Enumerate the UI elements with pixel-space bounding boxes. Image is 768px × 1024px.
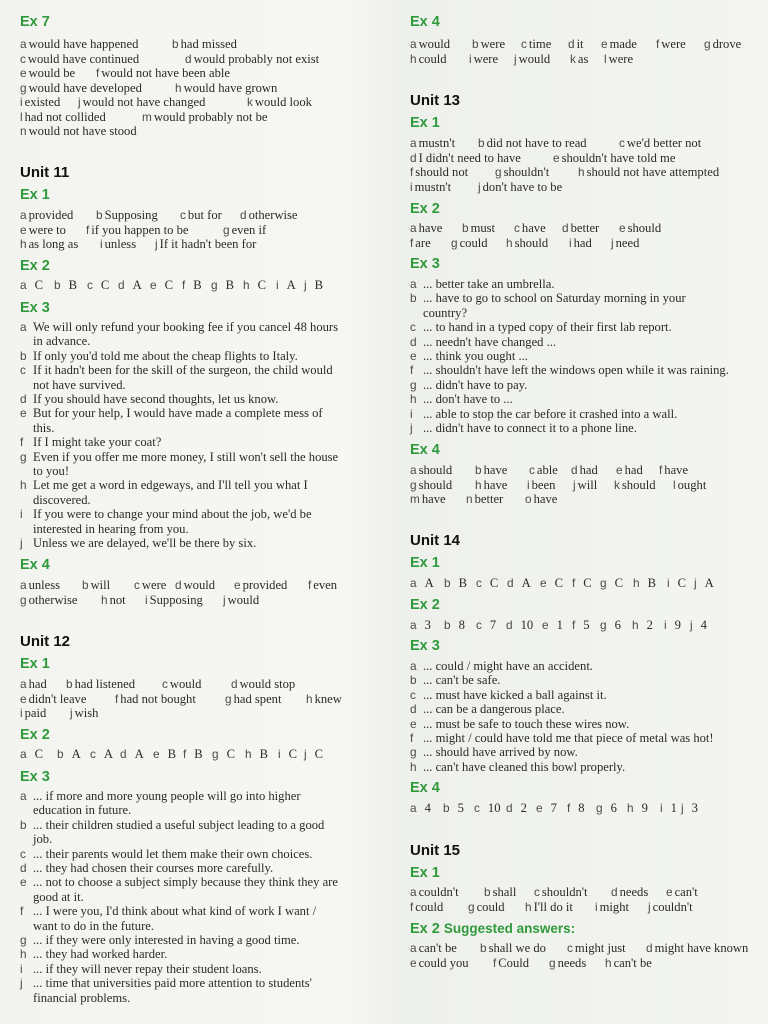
answer-g: 6 [614, 618, 621, 632]
ex4-heading: Ex 4 [410, 14, 440, 30]
answer-c: 7 [489, 618, 497, 632]
answer-j: 4 [700, 618, 707, 632]
answer-b: did not have to read [486, 136, 587, 150]
answer-k: as [577, 51, 589, 66]
answer-f: were [661, 37, 686, 51]
answer-a: mustn't [418, 136, 456, 150]
unit15-ex1-heading: Ex 1 [410, 865, 440, 881]
answer-i: were [473, 51, 499, 66]
answer-g: could [476, 899, 505, 914]
list-item: j Unless we are delayed, we'll be there by six. [20, 536, 257, 550]
list-item: h ... they had worked harder. [20, 947, 168, 962]
answer-a: provided [28, 208, 74, 222]
answer-d: A [134, 747, 144, 761]
answer-f: have [664, 463, 689, 477]
list-item: g Even if you offer me more money, I still won't sell the house to you! [20, 449, 339, 478]
answer-e: C [554, 576, 563, 590]
answer-c: were [141, 578, 167, 592]
list-item: d ... they had chosen their courses more carefully. [20, 861, 274, 875]
answer-n: better [474, 492, 504, 506]
unit-15-title: Unit 15 [410, 842, 461, 859]
answer-d: would probably not exist [193, 51, 320, 66]
answer-d: would [183, 578, 216, 592]
answer-a: had [28, 677, 47, 691]
answer-f: would not have been able [101, 66, 230, 80]
answer-i: 1 [670, 801, 677, 815]
answer-g: B [225, 278, 234, 292]
list-item: a ... better take an umbrella. [410, 277, 555, 291]
list-item: i If you were to change your mind about the job, we'd be interested in hearing from you. [20, 507, 312, 536]
list-item: h ... can't have cleaned this bowl properly. [410, 759, 626, 774]
answer-d: needs [619, 885, 649, 899]
list-item: h ... don't have to ... [410, 392, 513, 407]
list-item: g ... if they were only interested in having a good time. [20, 933, 300, 947]
answer-c: would [169, 677, 202, 691]
answer-j: will [577, 477, 598, 492]
answer-j: B [314, 278, 324, 292]
list-item: e ... not to choose a subject simply because they think they are good at it. [20, 875, 338, 904]
answer-e: 1 [556, 618, 563, 632]
unit-13-title: Unit 13 [410, 92, 461, 109]
answer-e: 7 [550, 801, 557, 815]
list-item: a ... could / might have an accident. [410, 659, 593, 673]
list-item: j ... didn't have to connect it to a phone line. [410, 421, 637, 435]
answer-b: were [480, 37, 506, 51]
answer-i: C [288, 747, 298, 761]
unit13-ex4-heading: Ex 4 [410, 442, 440, 458]
list-item: d If you should have second thoughts, let us know. [20, 392, 279, 406]
list-item: d ... needn't have changed ... [410, 334, 557, 349]
answer-g: drove [712, 37, 742, 51]
answer-i: mustn't [414, 179, 452, 194]
answer-e: B [167, 747, 176, 761]
unit13-ex2-heading: Ex 2 [410, 201, 440, 217]
answer-g: C [614, 576, 623, 590]
answer-a: can't be [418, 941, 457, 955]
answer-h: can't be [613, 955, 652, 970]
answer-b: have [483, 463, 508, 477]
answer-a: 4 [424, 801, 431, 815]
answer-e: provided [242, 578, 288, 592]
answer-c: C [100, 278, 110, 292]
list-item: i ... if they will never repay their student loans. [20, 961, 262, 976]
answer-h: B [647, 576, 656, 590]
answer-a: couldn't [418, 885, 459, 899]
list-item: a We will only refund your booking fee if you cancel 48 hours in advance. [20, 320, 339, 349]
unit11-ex1-heading: Ex 1 [20, 187, 50, 203]
unit11-ex4-heading: Ex 4 [20, 557, 50, 573]
unit-14-title: Unit 14 [410, 532, 461, 549]
list-item: f If I might take your coat? [20, 435, 162, 450]
answer-d: would stop [239, 677, 296, 691]
answer-g: had spent [233, 691, 282, 706]
answer-g: even if [231, 222, 267, 237]
answer-j: 3 [691, 801, 698, 815]
answer-j: don't have to be [482, 179, 563, 194]
answer-e: shouldn't have told me [561, 150, 676, 165]
answer-b: shall we do [488, 941, 546, 955]
answer-b: B [458, 576, 467, 590]
answer-f: B [194, 747, 203, 761]
answer-c: 10 [487, 801, 501, 815]
answer-m: have [421, 492, 446, 506]
list-item: b If only you'd told me about the cheap flights to Italy. [20, 348, 298, 363]
answer-i: been [531, 477, 556, 492]
unit-11-title: Unit 11 [20, 164, 70, 181]
answer-d: it [576, 37, 584, 51]
answer-a: have [418, 221, 443, 235]
answer-j: wish [74, 706, 99, 720]
answer-d: A [132, 278, 142, 292]
answer-a: 3 [424, 618, 431, 632]
list-item: c ... their parents would let them make their own choices. [20, 846, 313, 861]
answer-e: would be [28, 66, 76, 80]
list-item: j ... time that universities paid more attention to students' financial problems. [20, 976, 312, 1005]
answer-g: should [418, 477, 453, 492]
answer-d: had [579, 463, 598, 477]
answer-e: can't [674, 885, 698, 899]
answer-e: should [627, 221, 662, 235]
answer-a: unless [28, 578, 61, 592]
answer-b: had missed [180, 37, 237, 51]
answer-l: were [608, 51, 634, 66]
answer-h: as long as [28, 237, 79, 251]
answer-h: C [257, 278, 266, 292]
answer-i: 9 [674, 618, 681, 632]
answer-c: shouldn't [541, 885, 588, 899]
answer-b: A [71, 747, 81, 761]
list-item: c If it hadn't been for the skill of the surgeon, the child would not have survived. [20, 363, 333, 392]
unit12-ex1-heading: Ex 1 [20, 656, 50, 672]
answer-i: had [573, 235, 592, 250]
answer-g: otherwise [28, 592, 78, 607]
answer-c: we'd better not [626, 136, 702, 150]
answer-h: not [109, 592, 126, 607]
answer-h: 2 [646, 618, 653, 632]
list-item: f ... might / could have told me that piece of metal was hot! [410, 731, 714, 745]
answer-g: shouldn't [503, 165, 550, 179]
answer-h: B [259, 747, 268, 761]
answer-j: would [518, 51, 551, 66]
list-item: d ... can be a dangerous place. [410, 702, 565, 717]
answer-e: were to [28, 222, 66, 237]
answer-i: Supposing [149, 592, 203, 607]
list-item: b ... can't be safe. [410, 673, 501, 688]
answer-h: should not have attempted [586, 165, 720, 179]
answer-a: should [418, 463, 453, 477]
unit14-ex2-heading: Ex 2 [410, 597, 440, 613]
answer-f: Could [498, 955, 530, 970]
answer-b: Supposing [104, 208, 158, 222]
answer-n: would not have stood [28, 124, 137, 138]
answer-c: would have continued [27, 51, 140, 66]
list-item: c ... must have kicked a ball against it. [410, 687, 607, 702]
answer-k: would look [254, 95, 312, 109]
answer-i: C [677, 576, 687, 590]
answer-h: 9 [641, 801, 648, 815]
answer-i: A [286, 278, 296, 292]
list-item: c ... to hand in a typed copy of their first lab report. [410, 320, 672, 335]
answer-f: had not bought [120, 691, 196, 706]
answer-b: must [470, 221, 496, 235]
answer-f: 5 [583, 618, 590, 632]
list-item: e ... think you ought ... [410, 349, 528, 363]
answer-c: time [528, 37, 552, 51]
answer-c: but for [187, 208, 222, 222]
answer-h: could [418, 51, 447, 66]
answer-i: paid [24, 706, 47, 720]
answer-f: 8 [578, 801, 585, 815]
answer-e: didn't leave [28, 691, 87, 706]
answer-c: have [521, 221, 546, 235]
answer-c: C [489, 576, 499, 590]
unit14-ex4-heading: Ex 4 [410, 780, 440, 796]
answer-j: If it hadn't been for [159, 237, 257, 251]
answer-d: otherwise [248, 208, 298, 222]
answer-f: could [415, 899, 444, 914]
answer-f: are [415, 235, 431, 250]
answer-h: knew [314, 691, 342, 706]
answer-a: C [34, 278, 43, 292]
list-item: g ... didn't have to pay. [410, 377, 528, 392]
answer-e: had [624, 463, 643, 477]
list-item: a ... if more and more young people will go into higher education in future. [20, 789, 301, 818]
unit13-ex1-heading: Ex 1 [410, 115, 440, 131]
answer-o: have [533, 492, 558, 506]
answer-l: had not collided [24, 109, 106, 124]
answer-m: would probably not be [153, 109, 268, 124]
ex7-heading: Ex 7 [20, 14, 50, 30]
answer-b: will [90, 578, 111, 592]
list-item: h Let me get a word in edgeways, and I'll tell you what I discovered. [20, 478, 308, 507]
answer-d: 10 [520, 618, 534, 632]
suggested-answers-label: Suggested answers: [443, 921, 576, 936]
answer-d: I didn't need to have [418, 150, 521, 165]
answer-d: 2 [520, 801, 527, 815]
answer-d: A [521, 576, 531, 590]
unit14-ex1-heading: Ex 1 [410, 555, 440, 571]
list-item: e ... must be safe to touch these wires now. [410, 716, 630, 731]
list-item: b ... their children studied a useful subject leading to a good job. [20, 817, 325, 847]
list-item: e But for your help, I would have made a complete mess of this. [20, 406, 323, 435]
answer-a: A [424, 576, 434, 590]
answer-f: even [313, 578, 338, 592]
list-item: b ... have to go to school on Saturday morning in your country? [410, 291, 686, 320]
answer-a: would [418, 37, 451, 51]
answer-g: C [226, 747, 235, 761]
answer-h: have [483, 477, 508, 492]
unit14-ex3-heading: Ex 3 [410, 638, 440, 654]
answer-g: could [459, 235, 488, 250]
answer-j: need [615, 235, 640, 250]
answer-f: C [583, 576, 592, 590]
answer-d: might have known [654, 941, 749, 955]
answer-a: would have happened [28, 37, 139, 51]
unit15-ex2-heading: Ex 2 Suggested answers: [410, 921, 576, 937]
answer-c: able [536, 463, 558, 477]
answer-b: had listened [74, 677, 136, 691]
answer-b: 5 [457, 801, 464, 815]
answer-g: needs [557, 955, 587, 970]
answer-b: B [68, 278, 77, 292]
answer-g: 6 [610, 801, 617, 815]
list-item: f ... I were you, I'd think about what kind of work I want / want to do in the future. [20, 904, 317, 933]
answer-e: could you [418, 955, 469, 970]
answer-c: A [103, 747, 114, 761]
answer-e: made [609, 37, 637, 51]
answer-i: existed [24, 95, 61, 109]
unit-12-title: Unit 12 [20, 633, 71, 650]
answer-f: B [193, 278, 202, 292]
answer-k: should [621, 477, 656, 492]
answer-j: would [227, 592, 260, 607]
answer-h: I'll do it [533, 899, 573, 914]
answer-h: should [514, 235, 549, 250]
answer-f: if you happen to be [91, 222, 189, 237]
unit13-ex3-heading: Ex 3 [410, 256, 440, 272]
answer-a: C [34, 747, 43, 761]
list-item: g ... should have arrived by now. [410, 745, 578, 760]
answer-f: should not [415, 165, 469, 179]
answer-i: unless [104, 237, 137, 251]
answer-g: would have developed [28, 80, 142, 95]
answer-i: might [599, 899, 630, 914]
unit11-ex2-heading: Ex 2 [20, 258, 50, 274]
unit12-ex3-heading: Ex 3 [20, 769, 50, 785]
answer-j: would not have changed [82, 95, 206, 109]
unit11-ex3-heading: Ex 3 [20, 300, 50, 316]
answer-b: 8 [458, 618, 465, 632]
answer-j: couldn't [652, 899, 693, 914]
answer-h: would have grown [183, 80, 278, 95]
answer-c: might just [574, 941, 626, 955]
answer-b: shall [492, 885, 517, 899]
unit12-ex2-heading: Ex 2 [20, 727, 50, 743]
answer-e: C [164, 278, 173, 292]
answer-j: A [704, 576, 714, 590]
list-item: f ... shouldn't have left the windows open while it was raining. [410, 363, 729, 378]
answer-l: ought [677, 477, 707, 492]
list-item: i ... able to stop the car before it crashed into a wall. [410, 406, 678, 421]
answer-j: C [314, 747, 324, 761]
answer-d: better [570, 221, 600, 235]
